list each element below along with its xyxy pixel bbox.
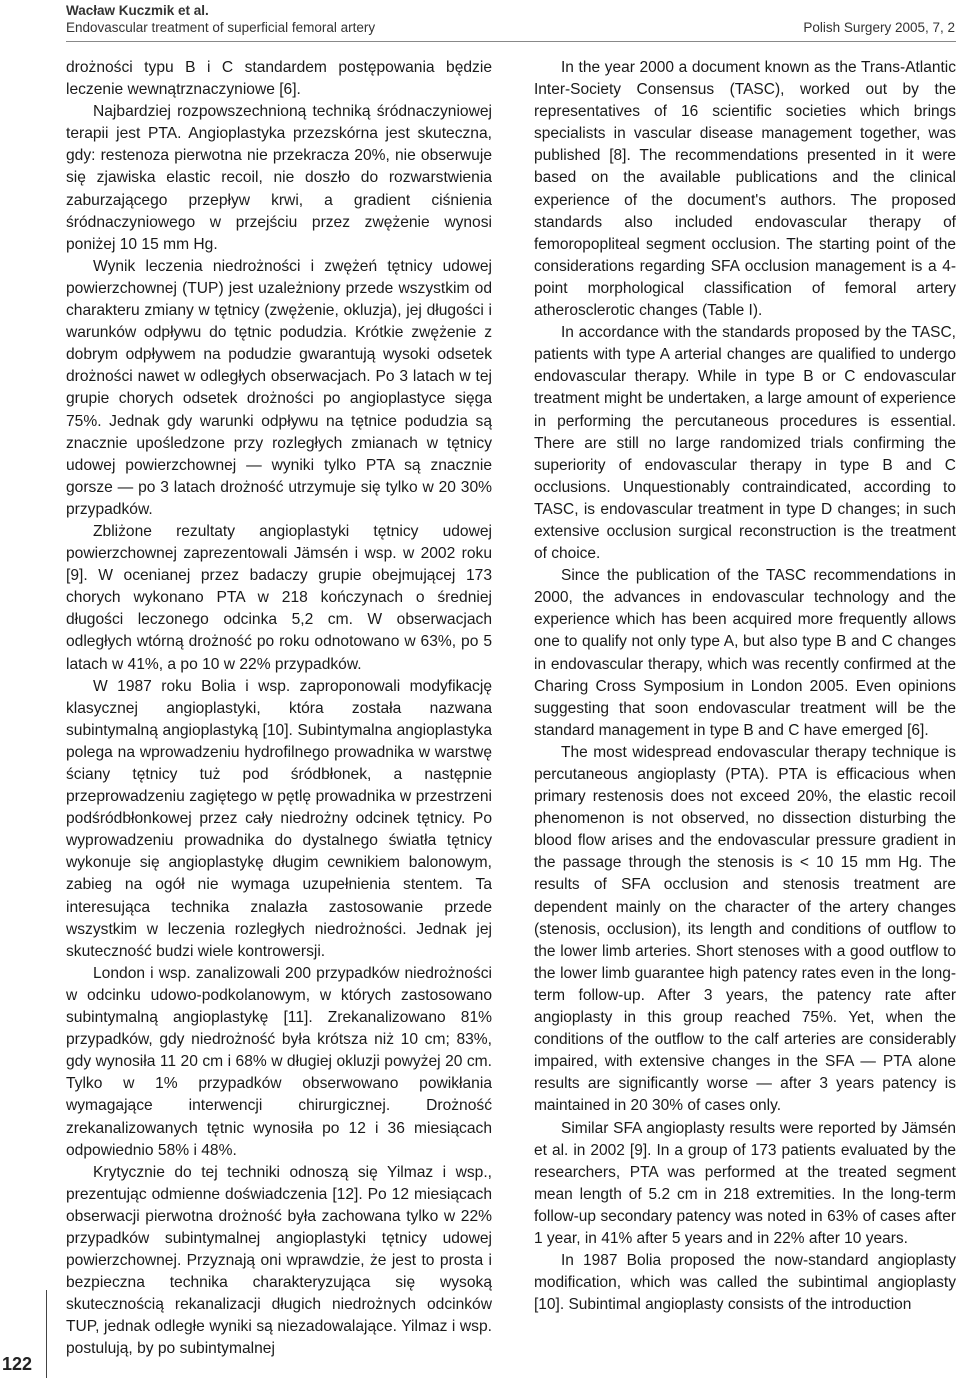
running-header [0,0,960,54]
paragraph: Similar SFA angioplasty results were reported by Jämsén et al. in 2002 [9]. In a group of 173 patients evaluated by the researchers, PTA was performed at the treated segment mean length of 5.2 cm in 218 extremities. In the long-term follow-up secondary patency was noted in 63% of cases after 1 year, in 41% after 5 years and in 22% after 10 years. [534,1119,956,1247]
right-column-english [534,57,956,1379]
header-author: Wacław Kuczmik et al. [66,3,209,18]
paragraph: Zbliżone rezultaty angioplastyki tętnicy udowej powierzchownej zaprezentowali Jämsén i wsp. w 2002 roku [9]. W ocenianej przez badaczy grupie obejmującej 173 chorych wykonano PTA w 218 kończynach o średniej długości leczonego odcinka 5,2 cm. W obserwacjach odległych wtórną drożność po roku odnotowano w 63%, po 5 latach w 41%, a po 10 w 22% przypadków. [66,522,492,673]
paragraph: In accordance with the standards proposed by the TASC, patients with type A arterial changes are qualified to undergo endovascular therapy. While in type B or C endovascular treatment might be undertaken, a large amount of experience in performing the percutaneous procedures is essential. There are still no large randomized trials confirming the superiority of endovascular therapy in type B and C occlusions. Unquestionably contraindicated, according to TASC, is endovascular treatment in type D changes; in such extensive occlusion surgical reconstruction is the treatment of choice. [534,324,956,563]
header-article-title: Endovascular treatment of superficial femoral artery [66,20,376,35]
paragraph: Since the publication of the TASC recommendations in 2000, the advances in endovascular technology and the experience which has been acquired more frequently allows one to qualify not only type A, but also type B and C changes in endovascular therapy, which was recently confirmed at the Charing Cross Symposium in London 2005. Even opinions suggesting that soon endovascular treatment will be the standard management in type B and C have emerged [6]. [534,567,956,739]
paragraph: W 1987 roku Bolia i wsp. zaproponowali modyfikację klasycznej angioplastyki, która została nazwana subintymalną angioplastyką [10]. Subintymalna angioplastyka polega na wprowadzeniu hydrofilnego prowadnika w warstwę ściany tętnicy tuż pod śródbłonek, a następnie przeprowadzeniu zagiętego w pętlę prowadnika w przestrzeni podśródbłonkowej przez cały niedrożny odcinek tętnicy. Po wyprowadzeniu prowadnika do dystalnego światła tętnicy wykonuje się angioplastykę długim cewnikiem balonowym, zabieg na ogół nie wymaga uzupełnienia stentem. Ta interesująca technika znalazła zastosowanie przede wszystkim w leczenia rozległych niedrożności. Jednak jej skuteczność budzi wiele kontrowersji. [66,677,492,960]
paragraph: Najbardziej rozpowszechnioną techniką śródnaczyniowej terapii jest PTA. Angioplastyka przezskórna jest skuteczna, gdy: restenoza pierwotna nie przekracza 20%, nie obserwuje się zjawiska elastic recoil, nie doszło do rozwarstwienia zaburzającego przepływ krwi, a gradient ciśnienia śródnaczyniowego w przejściu przez zwężenie wynosi poniżej 10 15 mm Hg. [66,103,492,253]
header-divider [66,41,956,42]
left-column-polish [66,57,492,1379]
page-number-rule [46,1290,47,1378]
paragraph: Wynik leczenia niedrożności i zwężeń tętnicy udowej powierzchownej (TUP) jest uzależniony przede wszystkim od charakteru zmiany w tętnicy (zwężenie, okluzja), jej długości i warunków odpływu do tętnic podudzia. Krótkie zwężenie z dobrym odpływem na podudzie gwarantują wysoki odsetek drożności nawet w odległych obserwacjach. Po 3 latach w tej grupie chorych odsetek drożności po angioplastyce sięga 75%. Jednak gdy warunki odpływu na tętnice podudzia są znacznie upośledzone przy rozległych zmianach w tętnicy udowej powierzchownej — wyniki tylko PTA są znacznie gorsze — po 3 latach drożność utrzymuje się tylko w 20 30% przypadków. [66,257,492,518]
paragraph: London i wsp. zanalizowali 200 przypadków niedrożności w odcinku udowo-podkolanowym, w których zastosowano subintymalną angioplastykę [11]. Zrekanalizowano 81% przypadków, gdy niedrożność była krótsza niż 10 cm; 83%, gdy wynosiła 11 20 cm i 68% w długiej okluzji powyżej 20 cm. Tylko w 1% przypadków obserwowano powikłania wymagające interwencji chirurgicznej. Drożność zrekanalizowanych tętnic wynosiła po 12 i 36 miesiącach odpowiednio 58% i 48%. [66,964,492,1159]
paragraph: The most widespread endovascular therapy technique is percutaneous angioplasty (PTA). PTA is efficacious when primary restenosis does not exceed 20%, the elastic recoil phenomenon is not observed, no dissection disturbing the blood flow arises and the endovascular pressure gradient in the passage through the stenosis is < 10 15 mm Hg. The results of SFA occlusion and stenosis treatment are dependent mainly on the character of the artery changes (stenosis, occlusion), its length and conditions of outflow to the lower limb arteries. Short stenoses with a good outflow to the lower limb guarantee high patency rates even in the long-term follow-up. After 3 years, the patency rate after angioplasty in this group reached 75%. Yet, when the conditions of the outflow to the calf arteries are considerably impaired, with extensive changes in the SFA — PTA alone results are significantly worse — after 3 years patency is maintained in 20 30% of cases only. [534,743,956,1115]
header-journal: Polish Surgery 2005, 7, 2 [803,20,955,35]
paragraph: In 1987 Bolia proposed the now-standard angioplasty modification, which was called the subintimal angioplasty [10]. Subintimal angioplasty consists of the introduction [534,1252,956,1314]
paragraph: Krytycznie do tej techniki odnoszą się Yilmaz i wsp., prezentując odmienne doświadczenia [12]. Po 12 miesiącach obserwacji pierwotna drożność była zachowana tylko w 22% przypadków subintymalnej angioplastyki tętnicy udowej powierzchownej. Przyznają oni wprawdzie, że jest to prosta i bezpieczna technika charakteryzująca się wysoką skutecznością rekanalizacji długich niedrożnych odcinków TUP, jednak odległe wyniki są niezadowalające. Yilmaz i wsp. postulują, by po subintymalnej [66,1163,492,1358]
paragraph: In the year 2000 a document known as the Trans-Atlantic Inter-Society Consensus (TASC), worked out by the representatives of 16 scientific societies which brings specialists in vascular disease management together, was published [8]. The recommendations presented in it were based on the available publications and the clinical experience of the document's authors. The proposed standards also included endovascular therapy of femoropopliteal segment occlusion. The starting point of the considerations regarding SFA occlusion management is a 4-point morphological classification of femoral artery atherosclerotic changes (Table I). [534,59,956,320]
page-number: 122 [2,1354,33,1374]
paragraph: drożności typu B i C standardem postępowania będzie leczenie wewnątrznaczyniowe [6]. [66,59,492,99]
